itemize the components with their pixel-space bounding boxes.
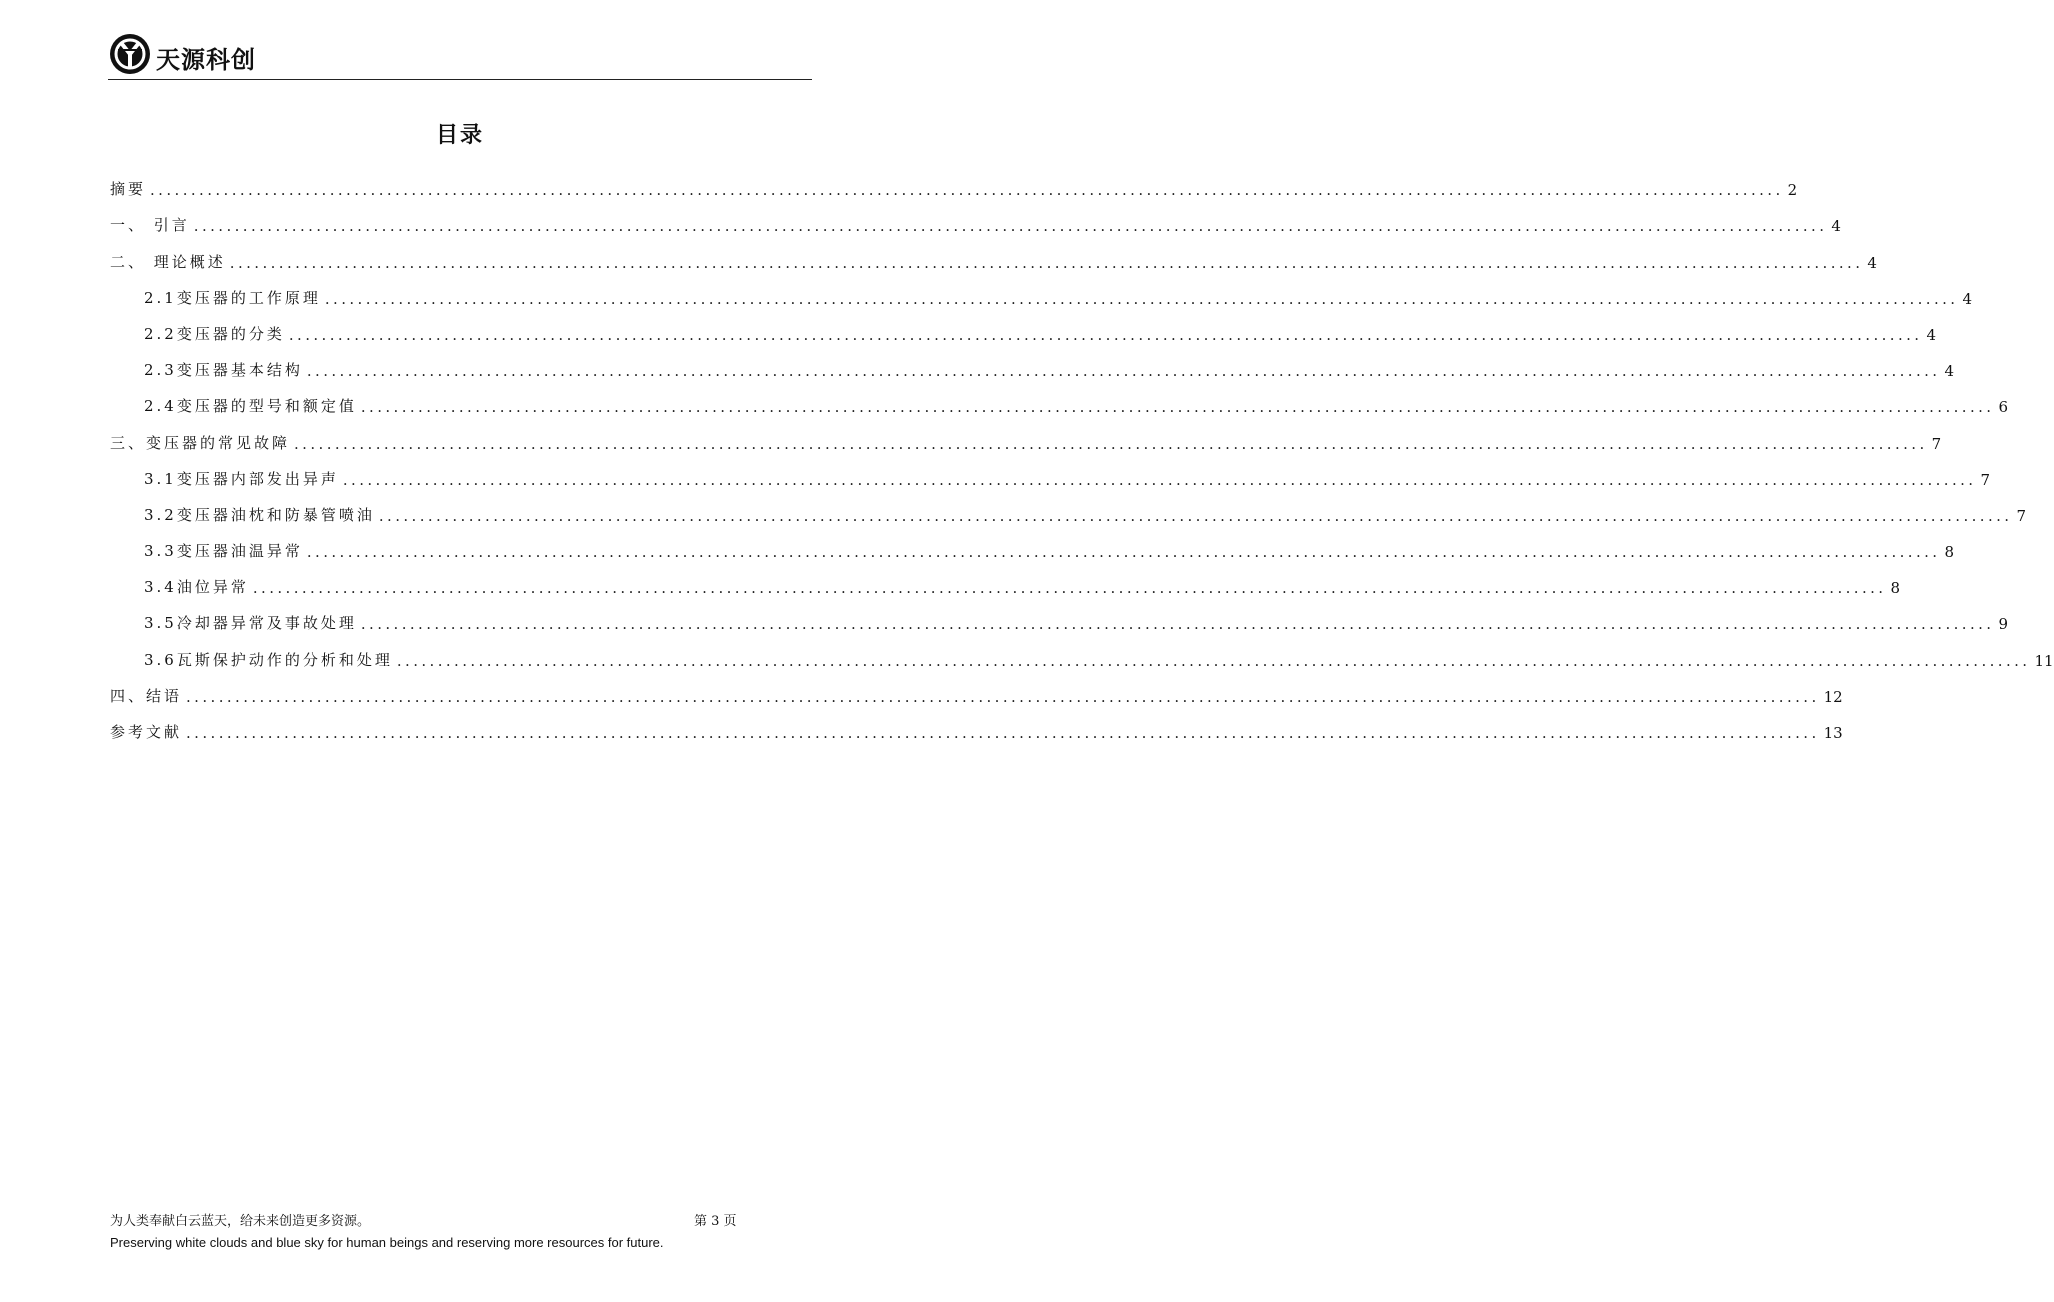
toc-leader-dots: ........................................................................................................................................................................................................ xyxy=(360,615,1995,634)
toc-entry[interactable] xyxy=(110,670,1843,706)
toc-entry-page: 13 xyxy=(1823,724,1843,742)
toc-entry[interactable] xyxy=(110,489,2027,525)
toc-entry[interactable] xyxy=(110,561,1901,598)
toc-leader-dots: ........................................................................................................................................................................................................ xyxy=(186,687,1820,706)
toc-entry-label: 二、 理论概述 xyxy=(110,252,226,271)
toc-entry-page: 4 xyxy=(1962,289,1973,308)
toc-entry-label: 参考文献 xyxy=(110,723,183,741)
toc-title: 目录 xyxy=(435,123,484,148)
toc-leader-dots: ........................................................................................................................................................................................................ xyxy=(396,651,2031,670)
toc-leader-dots: ........................................................................................................................................................................................................ xyxy=(252,579,1887,598)
toc-entry[interactable] xyxy=(110,380,2009,417)
toc-entry-page: 4 xyxy=(1867,253,1877,272)
toc-entry[interactable] xyxy=(110,525,1955,562)
toc-entry[interactable] xyxy=(110,597,2009,634)
toc-entry-page: 7 xyxy=(1931,434,1942,453)
toc-entry-page: 6 xyxy=(1998,398,2009,417)
toc-entry-page: 8 xyxy=(1944,543,1955,562)
toc-entry-label: 2.4变压器的型号和额定值 xyxy=(144,397,357,416)
toc-entry-label: 3.6瓦斯保护动作的分析和处理 xyxy=(144,650,393,669)
toc-leader-dots: ........................................................................................................................................................................................................ xyxy=(288,325,1923,344)
toc-entry-label: 3.2变压器油枕和防暴管喷油 xyxy=(144,505,375,524)
toc-entry-label: 3.3变压器油温异常 xyxy=(144,542,303,561)
toc-entry-page: 9 xyxy=(1998,615,2009,634)
toc-entry-page: 4 xyxy=(1926,325,1937,344)
toc-entry[interactable] xyxy=(110,199,1841,236)
footer-slogan-en: Preserving white clouds and blue sky for human beings and reserving more resources for future. xyxy=(110,1235,664,1250)
page-header xyxy=(108,30,812,82)
toc-leader-dots: ........................................................................................................................................................................................................ xyxy=(193,217,1828,236)
toc-entry-label: 四、结语 xyxy=(110,686,183,705)
toc-entry[interactable] xyxy=(110,633,2054,670)
company-logo-text: 天源科创 xyxy=(156,46,256,74)
toc-leader-dots: ........................................................................................................................................................................................................ xyxy=(378,506,2013,525)
toc-entry[interactable] xyxy=(110,308,1937,344)
toc-leader-dots: ........................................................................................................................................................................................................ xyxy=(306,543,1941,562)
header-divider xyxy=(108,79,812,80)
toc-entry[interactable] xyxy=(110,163,1798,200)
toc-entry[interactable] xyxy=(110,706,1843,742)
toc-leader-dots: ........................................................................................................................................................................................................ xyxy=(229,253,1864,272)
toc-entry-label: 摘要 xyxy=(110,180,147,199)
toc-leader-dots: ........................................................................................................................................................................................................ xyxy=(294,434,1928,453)
toc-leader-dots: ........................................................................................................................................................................................................ xyxy=(360,398,1995,417)
toc-entry-page: 4 xyxy=(1831,217,1841,236)
toc-entry-label: 一、 引言 xyxy=(110,216,190,235)
toc-entry-page: 2 xyxy=(1787,181,1798,200)
toc-entry-page: 7 xyxy=(1980,470,1991,489)
toc-entry[interactable] xyxy=(110,344,1955,381)
footer-slogan-cn: 为人类奉献白云蓝天，给未来创造更多资源。 xyxy=(110,1214,371,1229)
toc-entry-label: 2.3变压器基本结构 xyxy=(144,361,303,380)
toc-leader-dots: ........................................................................................................................................................................................................ xyxy=(324,289,1959,308)
toc-entry[interactable] xyxy=(110,272,1973,308)
toc-leader-dots: ........................................................................................................................................................................................................ xyxy=(306,362,1941,381)
footer-page-number: 第 3 页 xyxy=(694,1214,737,1229)
toc-entry-label: 2.2变压器的分类 xyxy=(144,324,285,343)
table-of-contents xyxy=(110,163,2054,742)
toc-entry-page: 11 xyxy=(2034,651,2054,670)
toc-entry-label: 3.1变压器内部发出异声 xyxy=(144,469,339,488)
toc-entry[interactable] xyxy=(110,453,1991,489)
toc-entry-page: 12 xyxy=(1823,687,1843,706)
company-logo-icon xyxy=(108,32,152,76)
toc-entry-page: 7 xyxy=(2016,506,2027,525)
toc-entry-label: 2.1变压器的工作原理 xyxy=(144,288,321,307)
toc-entry[interactable] xyxy=(110,235,1877,272)
toc-entry-label: 三、变压器的常见故障 xyxy=(110,433,291,452)
toc-leader-dots: ........................................................................................................................................................................................................ xyxy=(150,181,1784,200)
toc-entry-label: 3.5冷却器异常及事故处理 xyxy=(144,614,357,633)
toc-entry[interactable] xyxy=(110,416,1942,453)
toc-leader-dots: ........................................................................................................................................................................................................ xyxy=(186,724,1820,742)
toc-entry-page: 8 xyxy=(1890,579,1901,598)
toc-entry-page: 4 xyxy=(1944,362,1955,381)
toc-entry-label: 3.4油位异常 xyxy=(144,578,249,597)
toc-leader-dots: ........................................................................................................................................................................................................ xyxy=(342,470,1977,489)
